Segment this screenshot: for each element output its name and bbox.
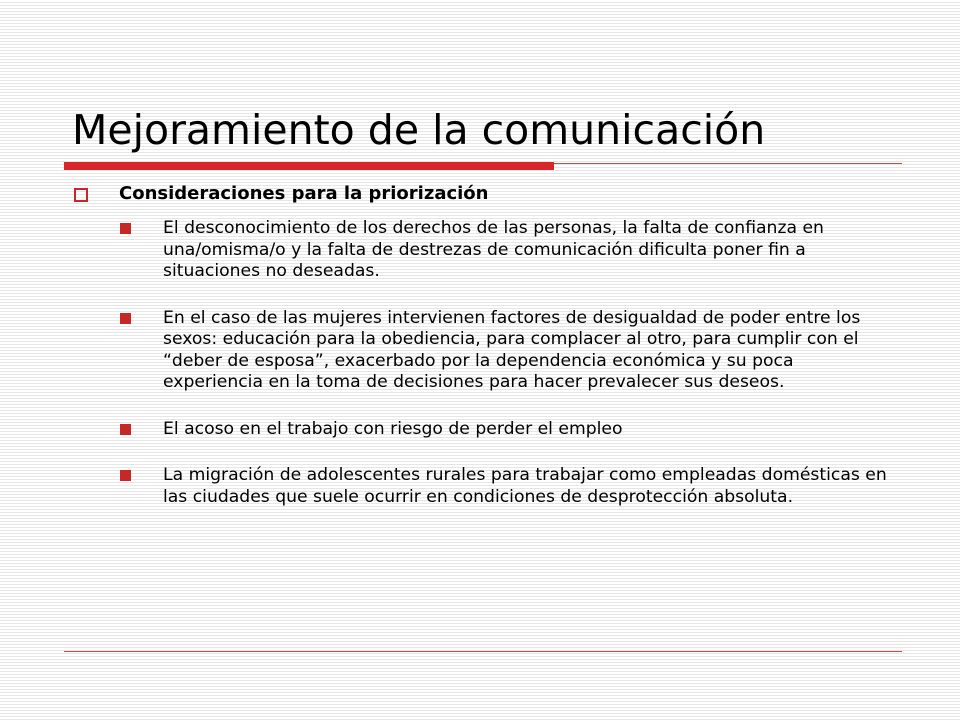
list-item-text: La migración de adolescentes rurales para trabajar como empleadas domésticas en las ciudades que suele ocurrir en condiciones de desprotección absoluta. — [163, 465, 887, 507]
filled-square-bullet-icon — [120, 313, 131, 324]
list-item — [72, 465, 893, 508]
slide-title: Mejoramiento de la comunicación — [72, 106, 766, 154]
filled-square-bullet-icon — [120, 223, 131, 234]
list-item-text: El desconocimiento de los derechos de las personas, la falta de confianza en una/omisma/o y la falta de destrezas de comunicación dificulta poner fin a situaciones no deseadas. — [163, 218, 824, 281]
footer-rule — [64, 651, 902, 652]
list-item — [72, 218, 893, 283]
hollow-square-bullet-icon — [74, 188, 88, 202]
filled-square-bullet-icon — [120, 470, 131, 481]
list-item-text: En el caso de las mujeres intervienen factores de desigualdad de poder entre los sexos: educación para la obediencia, para complacer al otro, para cumplir con el “deber de esposa”, exacerbado por la dependencia económica y su poca experiencia en la toma de decisiones para hacer prevalecer sus deseos. — [163, 307, 861, 392]
slide-content — [72, 183, 902, 533]
list-item — [72, 308, 893, 394]
bullet-list — [72, 218, 902, 508]
list-item — [72, 419, 893, 441]
section-heading: Consideraciones para la priorización — [119, 183, 489, 204]
title-accent-bar — [64, 162, 554, 170]
heading-bullet-item — [72, 183, 902, 205]
filled-square-bullet-icon — [120, 424, 131, 435]
list-item-text: El acoso en el trabajo con riesgo de perder el empleo — [163, 418, 623, 439]
